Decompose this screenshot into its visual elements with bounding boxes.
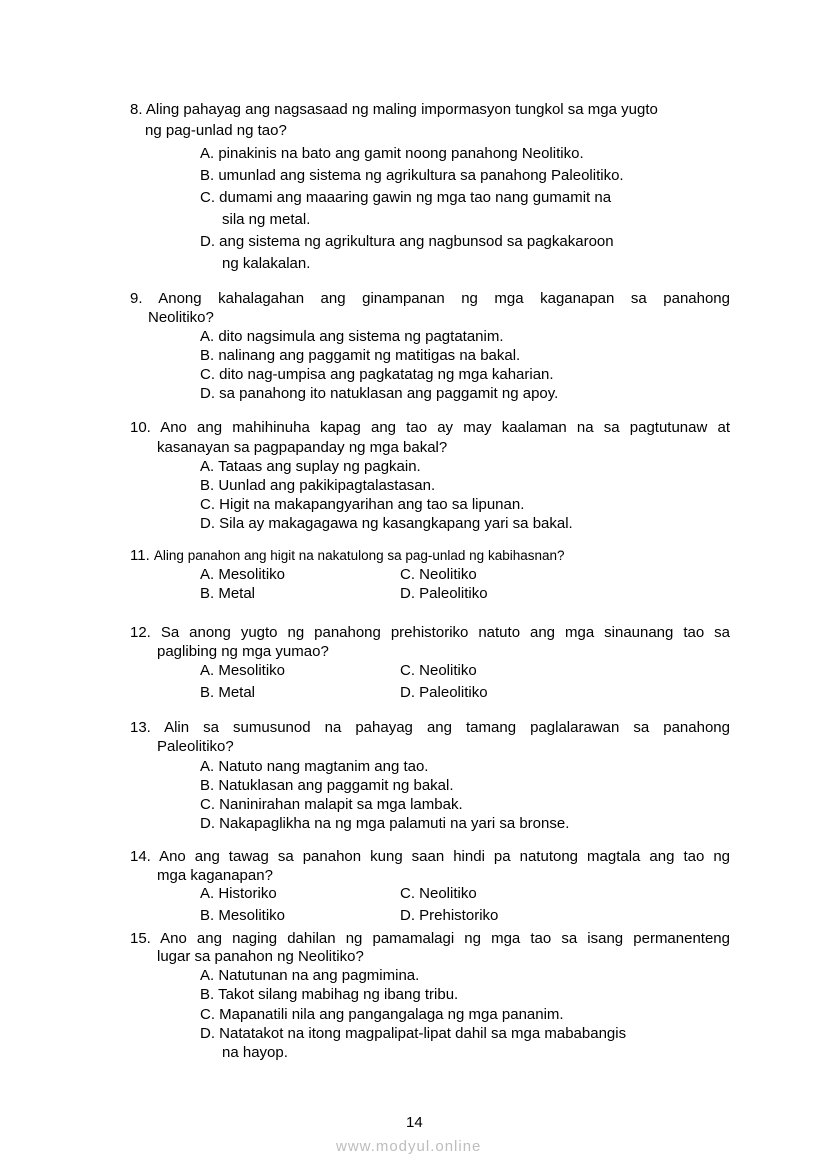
question-text: mga kaganapan? xyxy=(157,867,273,884)
choice-d: D. ang sistema ng agrikultura ang nagbunsod sa pagkakaroon xyxy=(200,233,614,250)
choice-c: C. Mapanatili nila ang pangangalaga ng mga pananim. xyxy=(200,1006,564,1023)
choice-d-cont: ng kalakalan. xyxy=(222,255,311,272)
question-text: kasanayan sa pagpapanday ng mga bakal? xyxy=(157,439,448,456)
choice-c: C. Naninirahan malapit sa mga lambak. xyxy=(200,796,463,813)
question-number: 12. xyxy=(130,624,151,641)
question-number: 8. xyxy=(130,101,143,118)
question-text: lugar sa panahon ng Neolitiko? xyxy=(157,948,364,965)
question-text: Neolitiko? xyxy=(148,309,214,326)
choice-d: D. Natatakot na itong magpalipat-lipat dahil sa mga mababangis xyxy=(200,1025,627,1042)
choice-b: B. Takot silang mabihag ng ibang tribu. xyxy=(200,986,459,1003)
question-line: Ano ang tawag sa panahon kung saan hindi pa natutong magtala ang tao ng xyxy=(159,848,730,865)
question-number: 10. xyxy=(130,419,151,436)
choice-b: B. Mesolitiko xyxy=(200,907,286,924)
choice-a: A. Mesolitiko xyxy=(200,566,286,583)
choice-a: A. Tataas ang suplay ng pagkain. xyxy=(200,458,421,475)
choice-b: B. nalinang ang paggamit ng matitigas na bakal. xyxy=(200,347,521,364)
question-text xyxy=(130,930,730,948)
choice-d: D. sa panahong ito natuklasan ang paggamit ng apoy. xyxy=(200,385,559,402)
choice-b: B. Natuklasan ang paggamit ng bakal. xyxy=(200,777,454,794)
choice-a: A. Historiko xyxy=(200,885,277,902)
question-number: 9. xyxy=(130,290,143,307)
question-text xyxy=(130,101,658,119)
question-number: 13. xyxy=(130,719,151,736)
choice-d: D. Nakapaglikha na ng mga palamuti na yari sa bronse. xyxy=(200,815,570,832)
question-line: Ano ang mahihinuha kapag ang tao ay may kaalaman na sa pagtutunaw at xyxy=(160,419,730,436)
choice-c: C. Higit na makapangyarihan ang tao sa lipunan. xyxy=(200,496,525,513)
choice-c: C. Neolitiko xyxy=(400,566,477,583)
question-number: 11. xyxy=(130,547,150,564)
choice-a: A. pinakinis na bato ang gamit noong panahong Neolitiko. xyxy=(200,145,584,162)
question-text: ng pag-unlad ng tao? xyxy=(145,122,287,139)
question-number: 14. xyxy=(130,848,151,865)
question-line: Alin sa sumusunod na pahayag ang tamang paglalarawan sa panahong xyxy=(164,719,730,736)
question-line: Aling panahon ang higit na nakatulong sa pag-unlad ng kabihasnan? xyxy=(153,548,565,563)
choice-d: D. Sila ay makagagawa ng kasangkapang yari sa bakal. xyxy=(200,515,573,532)
question-text xyxy=(130,419,730,437)
question-line: Aling pahayag ang nagsasaad ng maling impormasyon tungkol sa mga yugto xyxy=(145,101,658,118)
question-line: Anong kahalagahan ang ginampanan ng mga kaganapan sa panahong xyxy=(158,290,730,307)
watermark: www.modyul.online xyxy=(336,1138,482,1155)
choice-d: D. Paleolitiko xyxy=(400,585,488,602)
question-text xyxy=(130,290,730,308)
question-text xyxy=(130,848,730,866)
choice-b: B. Metal xyxy=(200,585,256,602)
question-number: 15. xyxy=(130,930,151,947)
choice-a: A. dito nagsimula ang sistema ng pagtatanim. xyxy=(200,328,504,345)
choice-a: A. Mesolitiko xyxy=(200,662,286,679)
choice-c: C. Neolitiko xyxy=(400,885,477,902)
question-line: Sa anong yugto ng panahong prehistoriko natuto ang mga sinaunang tao sa xyxy=(160,624,730,641)
question-text: Paleolitiko? xyxy=(157,738,234,755)
question-text xyxy=(130,719,730,737)
page-number: 14 xyxy=(406,1114,423,1131)
choice-a: A. Natuto nang magtanim ang tao. xyxy=(200,758,429,775)
choice-b: B. umunlad ang sistema ng agrikultura sa panahong Paleolitiko. xyxy=(200,167,624,184)
choice-d-cont: na hayop. xyxy=(222,1044,288,1061)
choice-b: B. Uunlad ang pakikipagtalastasan. xyxy=(200,477,436,494)
choice-b: B. Metal xyxy=(200,684,256,701)
question-line: Ano ang naging dahilan ng pamamalagi ng mga tao sa isang permanenteng xyxy=(160,930,730,947)
choice-d: D. Paleolitiko xyxy=(400,684,488,701)
choice-c: C. Neolitiko xyxy=(400,662,477,679)
choice-d: D. Prehistoriko xyxy=(400,907,499,924)
question-text xyxy=(130,547,565,565)
choice-c: C. dito nag-umpisa ang pagkatatag ng mga kaharian. xyxy=(200,366,554,383)
choice-c: C. dumami ang maaaring gawin ng mga tao nang gumamit na xyxy=(200,189,612,206)
question-text: paglibing ng mga yumao? xyxy=(157,643,329,660)
choice-c-cont: sila ng metal. xyxy=(222,211,311,228)
choice-a: A. Natutunan na ang pagmimina. xyxy=(200,967,420,984)
question-text xyxy=(130,624,730,642)
